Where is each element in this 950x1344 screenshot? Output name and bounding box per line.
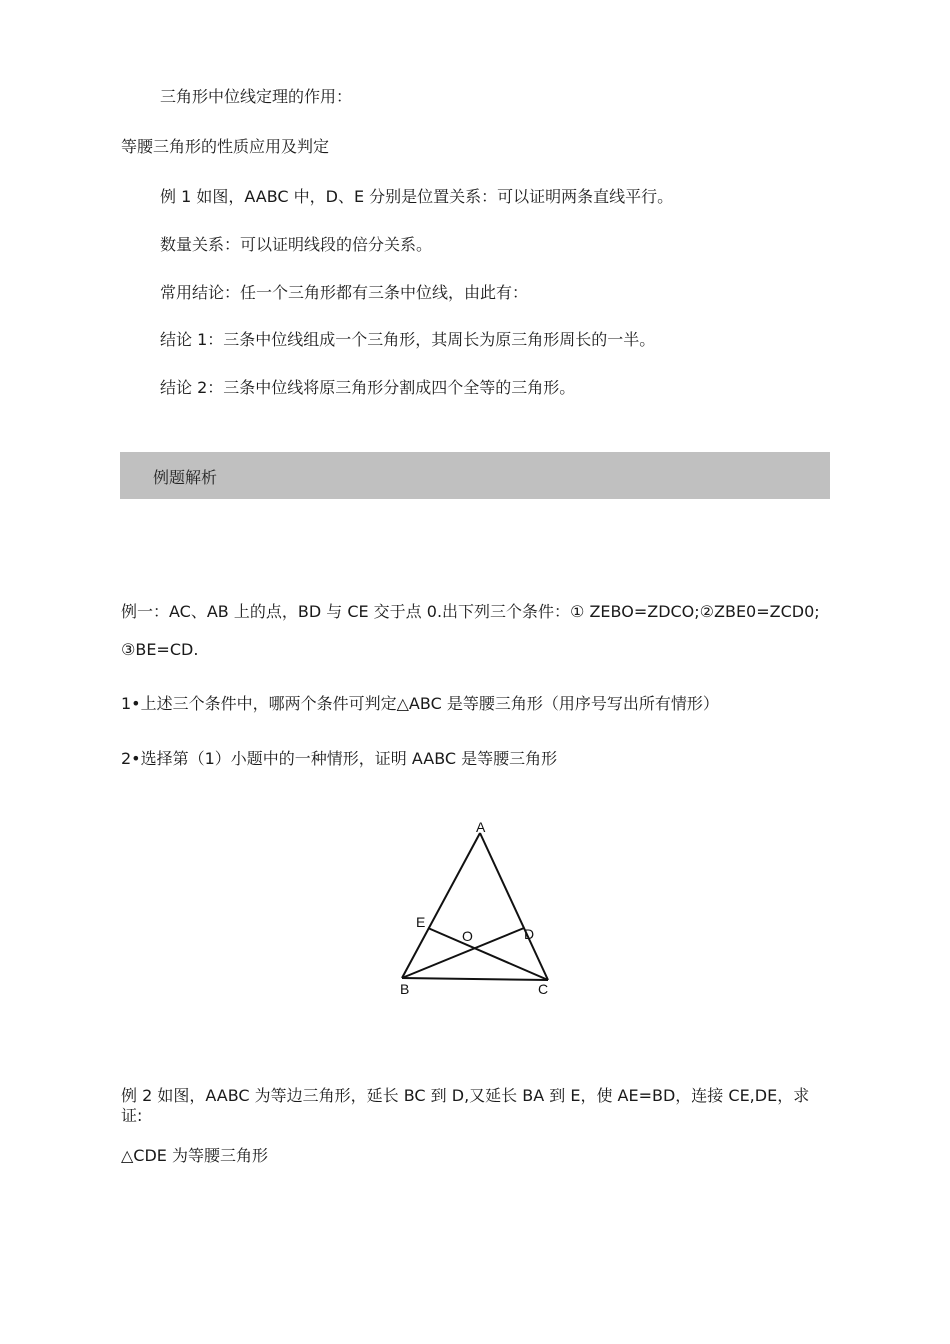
- example2-conclusion: △CDE 为等腰三角形: [121, 1146, 268, 1165]
- intro-line-5: 常用结论：任一个三角形都有三条中位线，由此有：: [160, 283, 529, 302]
- side-ab: [402, 833, 480, 978]
- intro-line-4: 数量关系：可以证明线段的倍分关系。: [160, 235, 433, 254]
- intro-line-1: 三角形中位线定理的作用：: [160, 87, 353, 106]
- section-banner: [120, 452, 830, 499]
- triangle-figure: [390, 815, 570, 1005]
- intro-line-7: 结论 2：三条中位线将原三角形分割成四个全等的三角形。: [160, 378, 576, 397]
- intro-line-6: 结论 1：三条中位线组成一个三角形，其周长为原三角形周长的一半。: [160, 330, 656, 349]
- example1-line-1: 例一：AC、AB 上的点，BD 与 CE 交于点 0.出下列三个条件：① ZEBO=ZDCO;②ZBE0=ZCD0;: [121, 602, 820, 621]
- label-b: B: [400, 981, 410, 997]
- intro-line-2: 等腰三角形的性质应用及判定: [121, 137, 330, 156]
- intro-line-3: 例 1 如图，AABC 中，D、E 分别是位置关系：可以证明两条直线平行。: [160, 187, 674, 206]
- side-ac: [480, 833, 548, 980]
- section-banner-title: 例题解析: [153, 468, 218, 487]
- example1-question-1: 1•上述三个条件中，哪两个条件可判定△ABC 是等腰三角形（用序号写出所有情形）: [121, 694, 719, 713]
- label-e: E: [416, 914, 426, 930]
- example1-line-2: ③BE=CD.: [121, 640, 199, 659]
- example1-question-2: 2•选择第（1）小题中的一种情形，证明 AABC 是等腰三角形: [121, 749, 558, 768]
- label-o: O: [462, 928, 473, 944]
- label-c: C: [538, 981, 549, 997]
- label-a: A: [476, 819, 486, 835]
- side-bc: [402, 978, 548, 980]
- label-d: D: [524, 926, 535, 942]
- example2-statement: 例 2 如图，AABC 为等边三角形，延长 BC 到 D,又延长 BA 到 E，使 AE=BD，连接 CE,DE，求证:: [121, 1086, 810, 1125]
